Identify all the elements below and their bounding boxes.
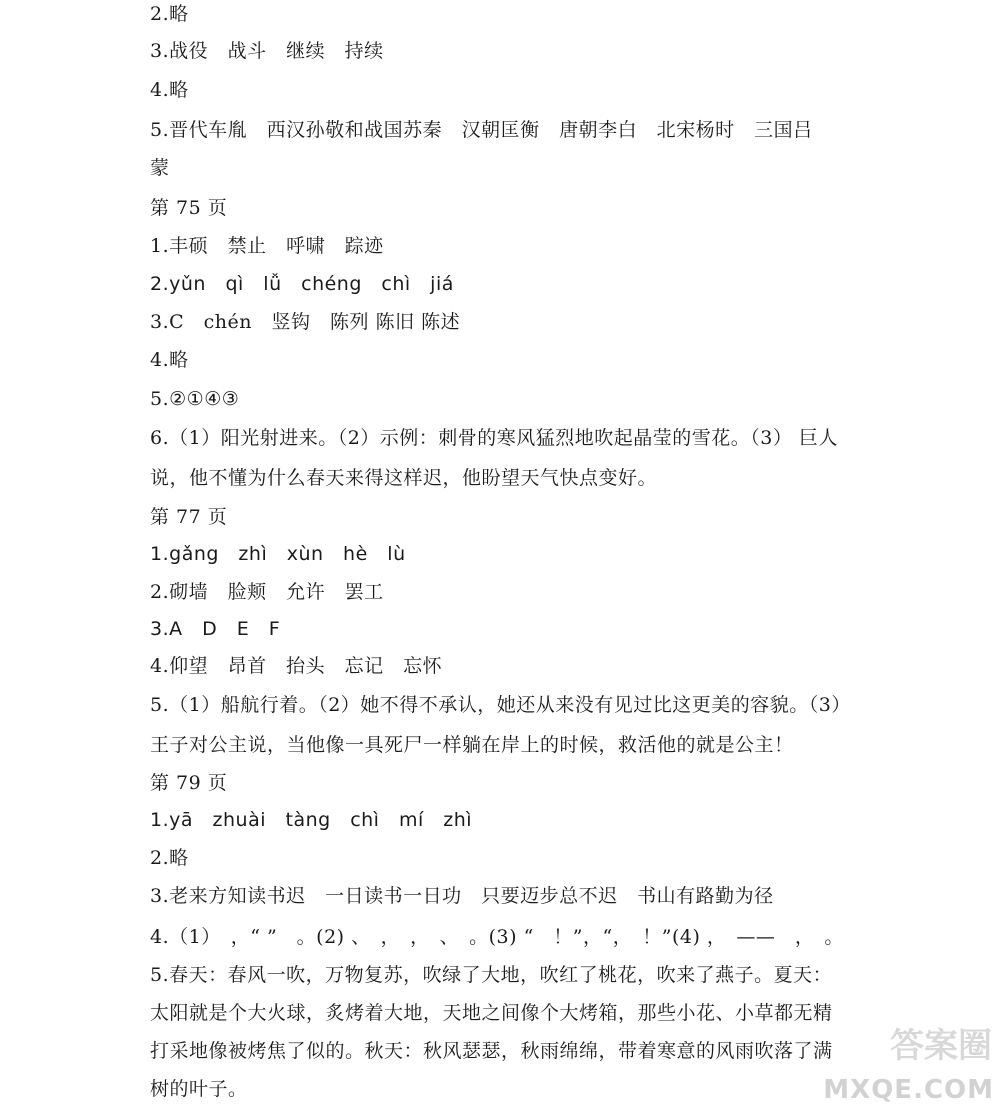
pinyin-line: 1.yā zhuài tàng chì mí zhì — [150, 809, 473, 831]
answer-line: 2.略 — [150, 847, 189, 869]
answer-line: 3.C chén 竖钩 陈列 陈旧 陈述 — [150, 311, 461, 333]
answer-line: 打采地像被烤焦了似的。秋天：秋风瑟瑟，秋雨绵绵，带着寒意的风雨吹落了满 — [150, 1040, 833, 1062]
watermark-logo: 答案圈 — [890, 1026, 992, 1066]
page-heading: 第 79 页 — [150, 772, 228, 794]
answer-line: 蒙 — [150, 157, 170, 179]
pinyin-line: 2.yǔn qì lǚ chéng chì jiá — [150, 273, 454, 295]
answer-line: 4.略 — [150, 349, 189, 371]
site-watermark — [823, 1012, 996, 1107]
answer-line: 6.（1）阳光射进来。（2）示例：刺骨的寒风猛烈地吹起晶莹的雪花。（3） 巨人 — [150, 427, 838, 449]
answer-line: 1.丰硕 禁止 呼啸 踪迹 — [150, 235, 384, 257]
answer-line: 5.（1）船航行着。（2）她不得不承认，她还从来没有见过比这更美的容貌。（3） — [150, 694, 851, 716]
answer-line: 3.A D E F — [150, 618, 281, 640]
answer-line: 说，他不懂为什么春天来得这样迟，他盼望天气快点变好。 — [150, 467, 658, 489]
page-heading: 第 75 页 — [150, 197, 228, 219]
punctuation-line: 4.（1） ，“ ” 。(2) 、 ， ， 、 。(3) “ ！”，“， ！”(4) ， —— ， 。 — [150, 926, 844, 948]
answer-line: 3.战役 战斗 继续 持续 — [150, 40, 384, 62]
answer-line: 2.砌墙 脸颊 允许 罢工 — [150, 581, 384, 603]
answer-line: 4.略 — [150, 79, 189, 101]
answer-line: 王子对公主说，当他像一具死尸一样躺在岸上的时候，救活他的就是公主！ — [150, 734, 794, 756]
answer-line: 5.晋代车胤 西汉孙敬和战国苏秦 汉朝匡衡 唐朝李白 北宋杨时 三国吕 — [150, 119, 813, 141]
watermark-site-text: MXQE.COM — [823, 1075, 994, 1105]
answer-line: 太阳就是个大火球，炙烤着大地，天地之间像个大烤箱，那些小花、小草都无精 — [150, 1002, 833, 1024]
answer-line: 5.②①④③ — [150, 388, 240, 410]
answer-line: 5.春天：春风一吹，万物复苏，吹绿了大地，吹红了桃花，吹来了燕子。夏天： — [150, 964, 833, 986]
answer-line: 树的叶子。 — [150, 1078, 248, 1100]
answer-line: 3.老来方知读书迟 一日读书一日功 只要迈步总不迟 书山有路勤为径 — [150, 885, 774, 907]
answer-line: 4.仰望 昂首 抬头 忘记 忘怀 — [150, 655, 443, 677]
pinyin-line: 1.gǎng zhì xùn hè lù — [150, 543, 406, 565]
page-heading: 第 77 页 — [150, 506, 228, 528]
answer-line: 2.略 — [150, 3, 189, 25]
